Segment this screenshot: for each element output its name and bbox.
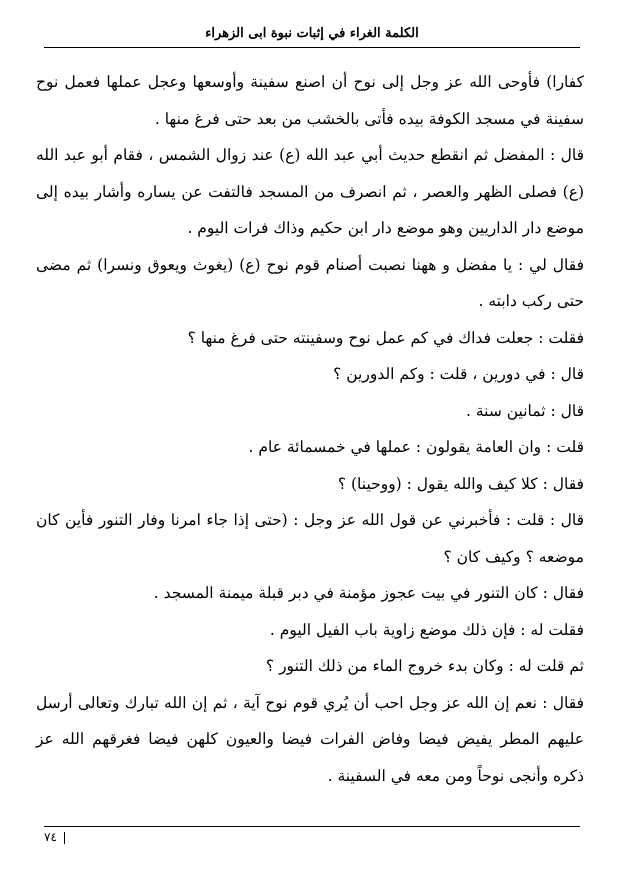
paragraph: قلت : وان العامة يقولون : عملها في خمسمائة عام .: [248, 438, 584, 456]
footer-divider: [44, 826, 580, 827]
paragraph: كفارا) فأوحى الله عز وجل إلى نوح أن اصنع سفينة وأوسعها وعجل عملها فعمل نوح سفينة في مسجد الكوفة بيده فأتى بالخشب من بعد حتى فرغ منها .: [36, 73, 584, 128]
paragraph: قال : المفضل ثم انقطع حديث أبي عبد الله (ع) عند زوال الشمس ، فقام أبو عبد الله (ع) فصلى الظهر والعصر ، ثم انصرف من المسجد فالتفت عن يساره وأشار بيده إلى موضع دار الداريين وهو موضع دار ابن حكيم وذاك فرات اليوم .: [36, 146, 584, 237]
paragraph: قال : في دورين ، قلت : وكم الدورين ؟: [333, 365, 584, 383]
header-divider: [44, 47, 580, 48]
page-number: ٧٤: [44, 830, 57, 844]
paragraph: فقال : كلا كيف والله يقول : (ووحينا) ؟: [337, 474, 584, 493]
paragraph: فقال : كان التنور في بيت عجوز مؤمنة في دبر قبلة ميمنة المسجد .: [153, 584, 584, 602]
running-header: الكلمة الغراء في إثبات نبوة ابى الزهراء: [205, 26, 419, 41]
body-text: [36, 64, 584, 794]
paragraph: قال : ثمانين سنة .: [465, 401, 584, 420]
paragraph: فقلت : جعلت فداك في كم عمل نوح وسفينته حتى فرغ منها ؟: [187, 328, 584, 347]
paragraph: قال : قلت : فأخبرني عن قول الله عز وجل : (حتى إذا جاء امرنا وفار التنور فأين كان موضعه ؟ وكيف كان ؟: [36, 511, 584, 566]
paragraph: فقال لي : يا مفضل و ههنا نصبت أصنام قوم نوح (ع) (يغوث ويعوق ونسرا) ثم مضى حتى ركب دابته .: [36, 255, 584, 310]
page-number-separator: [64, 832, 65, 844]
paragraph: ثم قلت له : وكان بدء خروج الماء من ذلك التنور ؟: [265, 657, 584, 675]
paragraph: فقال : نعم إن الله عز وجل احب أن يُري قوم نوح آية ، ثم إن الله تبارك وتعالى أرسل عليهم المطر يفيض فيضا وفاض الفرات فيضا والعيون كلهن فيضا فغرقهم الله عز ذكره وأنجى نوحاً ومن معه في السفينة .: [36, 693, 584, 785]
paragraph: فقلت له : فإن ذلك موضع زاوية باب الفيل اليوم .: [269, 620, 584, 639]
